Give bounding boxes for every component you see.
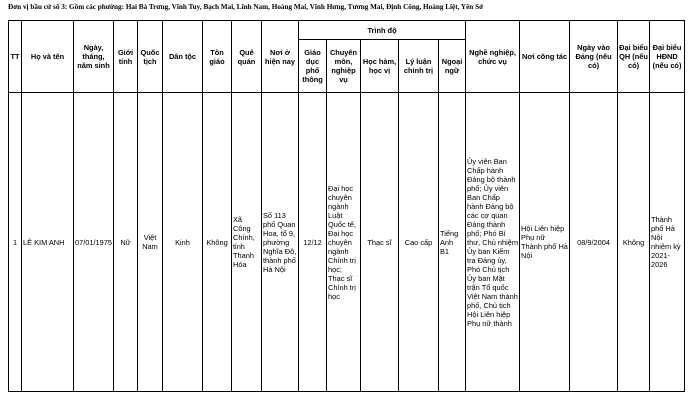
col-name: Họ và tên [22,21,74,93]
cell-general-edu: 12/12 [299,93,327,392]
cell-council-delegate: Thành phố Hà Nội nhiệm kỳ 2021-2026 [650,93,685,392]
col-hometown: Quê quán [232,21,262,93]
col-nationality: Quốc tịch [138,21,163,93]
cell-political: Cao cấp [399,93,439,392]
cell-hometown: Xã Công Chính, tỉnh Thanh Hóa [232,93,262,392]
col-na-delegate: Đại biểu QH (nếu có) [618,21,650,93]
electoral-unit-header: Đơn vị bầu cử số 3: Gồm các phường: Hai Bà Trưng, Vĩnh Tuy, Bạch Mai, Lĩnh Nam, Hoàng Mai, Vĩnh Hưng, Tương Mai, Định Công, Hoàng Liệt, Yên Sở [8,3,484,11]
col-tt: TT [9,21,22,93]
cell-religion: Không [203,93,232,392]
col-general-edu: Giáo dục phổ thông [299,40,327,93]
cell-degree: Thạc sĩ [361,93,399,392]
cell-gender: Nữ [114,93,138,392]
col-specialty: Chuyên môn, nghiệp vụ [327,40,361,93]
col-gender: Giới tính [114,21,138,93]
col-occupation: Nghề nghiệp, chức vụ [466,21,520,93]
cell-tt: 1 [9,93,22,392]
col-dob: Ngày, tháng, năm sinh [74,21,114,93]
col-religion: Tôn giáo [203,21,232,93]
cell-ethnicity: Kinh [163,93,203,392]
cell-specialty: Đại học chuyên ngành Luật Quốc tế, Đại học chuyên ngành Chính trị học; Thạc sĩ Chính trị học [327,93,361,392]
col-residence: Nơi ở hiện nay [262,21,299,93]
cell-occupation: Ủy viên Ban Chấp hành Đảng bộ thành phố; Ủy viên Ban Chấp hành Đảng bộ các cơ quan Đảng thành phố; Phó Bí thư, Chủ nhiệm Ủy ban Kiểm tra Đảng ủy, Phó Chủ tịch Ủy ban Mặt trận Tổ quốc Việt Nam thành phố, Chủ tịch Hội Liên hiệp Phụ nữ thành [466,93,520,392]
cell-language: Tiếng Anh B1 [439,93,466,392]
cell-nationality: Việt Nam [138,93,163,392]
col-language: Ngoại ngữ [439,40,466,93]
col-education-group: Trình độ [299,21,466,40]
cell-na-delegate: Không [618,93,650,392]
cell-name: LÊ KIM ANH [22,93,74,392]
col-workplace: Nơi công tác [520,21,570,93]
cell-party-date: 08/9/2004 [570,93,618,392]
col-degree: Học hàm, học vị [361,40,399,93]
col-ethnicity: Dân tộc [163,21,203,93]
col-council-delegate: Đại biểu HĐND (nếu có) [650,21,685,93]
cell-dob: 07/01/1975 [74,93,114,392]
candidate-table [8,20,685,392]
cell-residence: Số 113 phố Quan Hoa, tổ 9, phường Nghĩa Đô, thành phố Hà Nội [262,93,299,392]
cell-workplace: Hội Liên hiệp Phụ nữ Thành phố Hà Nội [520,93,570,392]
table-row [9,93,685,392]
col-party-date: Ngày vào Đảng (nếu có) [570,21,618,93]
col-political: Lý luận chính trị [399,40,439,93]
